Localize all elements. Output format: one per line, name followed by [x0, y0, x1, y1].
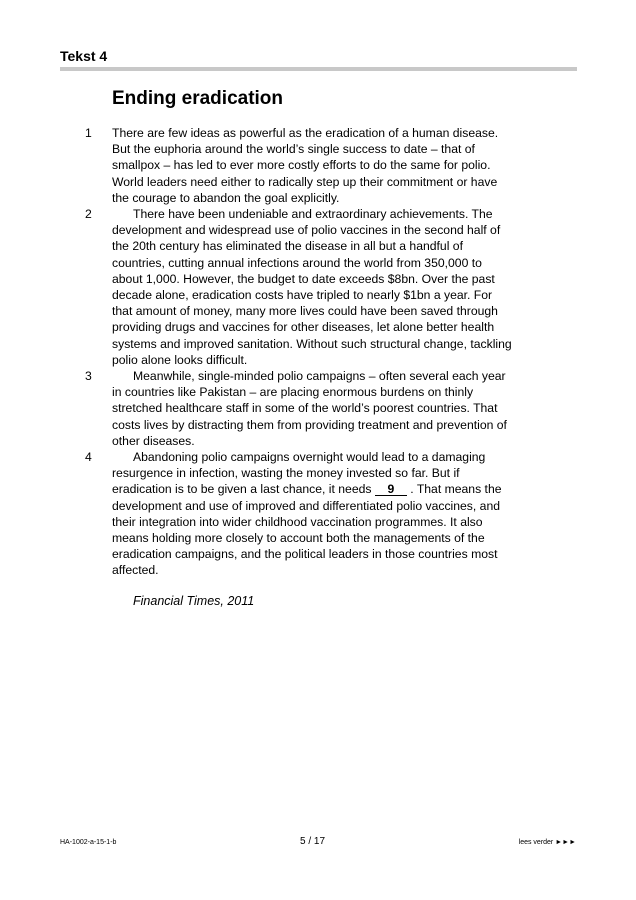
paragraph-1	[85, 125, 545, 206]
text-line: smallpox – has led to ever more costly efforts to do the same for polio.	[112, 158, 491, 173]
gap-line-before: eradication is to be given a last chance, it needs	[112, 482, 375, 497]
footer-continue-label: lees verder ►►►	[518, 839, 576, 846]
text-line: affected.	[112, 563, 159, 578]
text-line: their integration into wider childhood vaccination programmes. It also	[112, 514, 483, 529]
text-line: resurgence in infection, wasting the money invested so far. But if	[112, 466, 460, 481]
paragraph-2	[85, 206, 545, 368]
text-line: providing drugs and vaccines for other diseases, let alone better health	[112, 320, 495, 335]
text-line: development and widespread use of polio vaccines in the second half of	[112, 223, 501, 238]
text-line: that amount of money, many more lives could have been saved through	[112, 304, 498, 319]
footer-exam-code: HA-1002-a-15-1-b	[60, 839, 117, 846]
paragraph-text	[112, 125, 545, 206]
text-line: costs lives by distracting them from providing treatment and prevention of	[112, 417, 507, 432]
text-line: systems and improved sanitation. Without such structural change, tackling	[112, 336, 512, 351]
text-line: in countries like Pakistan – are placing enormous burdens on thinly	[112, 385, 474, 400]
text-line: stretched healthcare staff in some of the world’s poorest countries. That	[112, 401, 498, 416]
text-line: other diseases.	[112, 433, 195, 448]
paragraph-4	[85, 449, 545, 579]
article-body	[85, 125, 545, 579]
header-rule	[60, 67, 577, 71]
text-line: means holding more closely to account both the managements of the	[112, 531, 485, 546]
paragraph-number: 4	[85, 450, 92, 465]
text-line: decade alone, eradication costs have tripled to nearly $1bn a year. For	[112, 288, 493, 303]
paragraph-text	[112, 368, 545, 449]
text-line: the 20th century has eliminated the disease in all but a handful of	[112, 239, 463, 254]
text-line: countries, cutting annual infections around the world from 350,000 to	[112, 255, 482, 270]
paragraph-text	[112, 206, 545, 368]
text-line: the courage to abandon the goal explicitly.	[112, 190, 340, 205]
text-line: But the euphoria around the world’s single success to date – that of	[112, 142, 475, 157]
text-line: Abandoning polio campaigns overnight would lead to a damaging	[133, 450, 486, 465]
article-title: Ending eradication	[112, 88, 284, 109]
text-line: eradication campaigns, and the political leaders in those countries most	[112, 547, 498, 562]
gap-line	[112, 481, 545, 497]
text-line: development and use of improved and differentiated polio vaccines, and	[112, 498, 501, 513]
text-line: There are few ideas as powerful as the eradication of a human disease.	[112, 126, 499, 140]
paragraph-number: 2	[85, 207, 92, 222]
gap-line-after: . That means the	[406, 482, 502, 497]
paragraph-number: 3	[85, 369, 92, 384]
footer-page-number: 5 / 17	[300, 836, 326, 847]
text-line: There have been undeniable and extraordinary achievements. The	[133, 207, 493, 222]
article-source: Financial Times, 2011	[133, 594, 255, 608]
text-label: Tekst 4	[60, 48, 108, 64]
text-line: polio alone looks difficult.	[112, 352, 248, 367]
paragraph-number: 1	[85, 126, 92, 140]
paragraph-text	[112, 449, 545, 579]
gap-number-9: 9	[375, 483, 407, 496]
paragraph-3	[85, 368, 545, 449]
text-line: about 1,000. However, the budget to date exceeds $8bn. Over the past	[112, 271, 495, 286]
text-line: World leaders need either to radically step up their commitment or have	[112, 174, 498, 189]
text-line: Meanwhile, single-minded polio campaigns – often several each year	[133, 369, 506, 384]
